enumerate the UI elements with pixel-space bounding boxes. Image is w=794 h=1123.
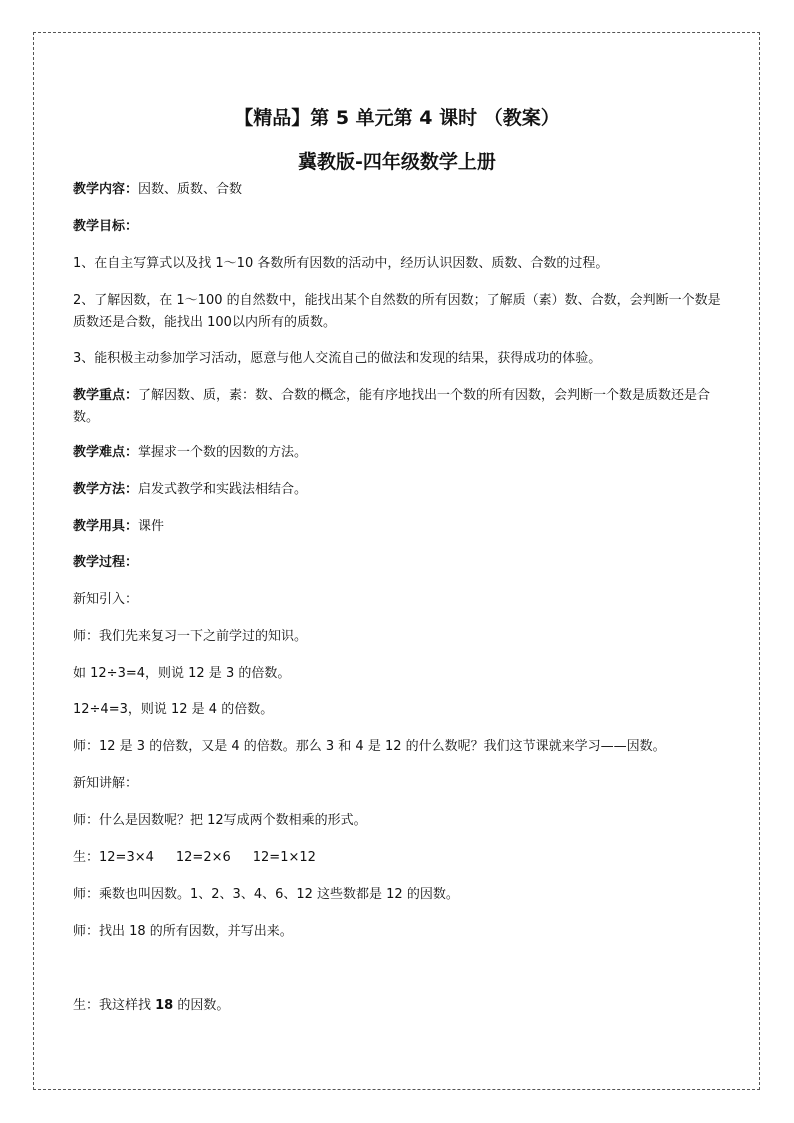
teaching-content-label: 教学内容：	[73, 182, 139, 197]
teaching-objectives-label	[73, 216, 733, 238]
explain-line: 师：找出 18 的所有因数，并写出来。	[73, 924, 293, 939]
explain-line: 师：什么是因数呢？把 12写成两个数相乘的形式。	[73, 813, 367, 828]
student-answer-after: 的因数。	[173, 998, 230, 1013]
student-answer-before: 生：我这样找	[73, 998, 156, 1013]
method-label: 教学方法：	[73, 482, 139, 497]
intro-heading: 新知引入：	[73, 592, 139, 607]
key-points-text: 了解因数、质，素：数、合数的概念，能有序地找出一个数的所有因数，会判断一个数是质数还是合数。	[73, 388, 711, 425]
process-label: 教学过程：	[73, 555, 139, 570]
equation: 12=2×6	[175, 850, 231, 865]
process-label-line	[73, 552, 733, 574]
intro-line: 师：我们先来复习一下之前学过的知识。	[73, 629, 308, 644]
intro-line: 如 12÷3=4，则说 12 是 3 的倍数。	[73, 666, 291, 681]
objectives-label: 教学目标：	[73, 219, 139, 234]
key-points	[73, 385, 733, 429]
tools-label: 教学用具：	[73, 519, 139, 534]
intro-line: 师：12 是 3 的倍数，又是 4 的倍数。那么 3 和 4 是 12 的什么数呢？我们这节课就来学习——因数。	[73, 739, 666, 754]
student-answer	[73, 995, 733, 1017]
equation: 12=3×4	[99, 850, 154, 865]
teaching-content	[73, 179, 733, 201]
explain-heading: 新知讲解：	[73, 776, 139, 791]
student-equations	[73, 847, 733, 869]
method-text: 启发式教学和实践法相结合。	[138, 482, 308, 497]
difficulty-label: 教学难点：	[73, 445, 139, 460]
tools	[73, 516, 733, 538]
document-subtitle: 冀教版-四年级数学上册	[298, 151, 496, 173]
intro-line: 12÷4=3，则说 12 是 4 的倍数。	[73, 702, 274, 717]
objective-item: 2、了解因数，在 1～100 的自然数中，能找出某个自然数的所有因数；了解质（素）数、合数，会判断一个数是质数还是合数，能找出 100以内所有的质数。	[73, 293, 721, 330]
equation: 12=1×12	[252, 850, 316, 865]
tools-text: 课件	[138, 519, 165, 534]
document-title: 【精品】第 5 单元第 4 课时 （教案）	[234, 107, 560, 129]
teaching-content-text: 因数、质数、合数	[138, 182, 243, 197]
objective-item: 1、在自主写算式以及找 1～10 各数所有因数的活动中，经历认识因数、质数、合数的过程。	[73, 256, 609, 271]
student-prefix: 生：	[73, 850, 100, 865]
difficulty	[73, 442, 733, 464]
objective-item: 3、能积极主动参加学习活动，愿意与他人交流自己的做法和发现的结果，获得成功的体验。	[73, 351, 602, 366]
explain-line: 师：乘数也叫因数。1、2、3、4、6、12 这些数都是 12 的因数。	[73, 887, 459, 902]
student-answer-number: 18	[155, 998, 174, 1013]
difficulty-text: 掌握求一个数的因数的方法。	[138, 445, 308, 460]
key-points-label: 教学重点：	[73, 388, 139, 403]
method	[73, 479, 733, 501]
